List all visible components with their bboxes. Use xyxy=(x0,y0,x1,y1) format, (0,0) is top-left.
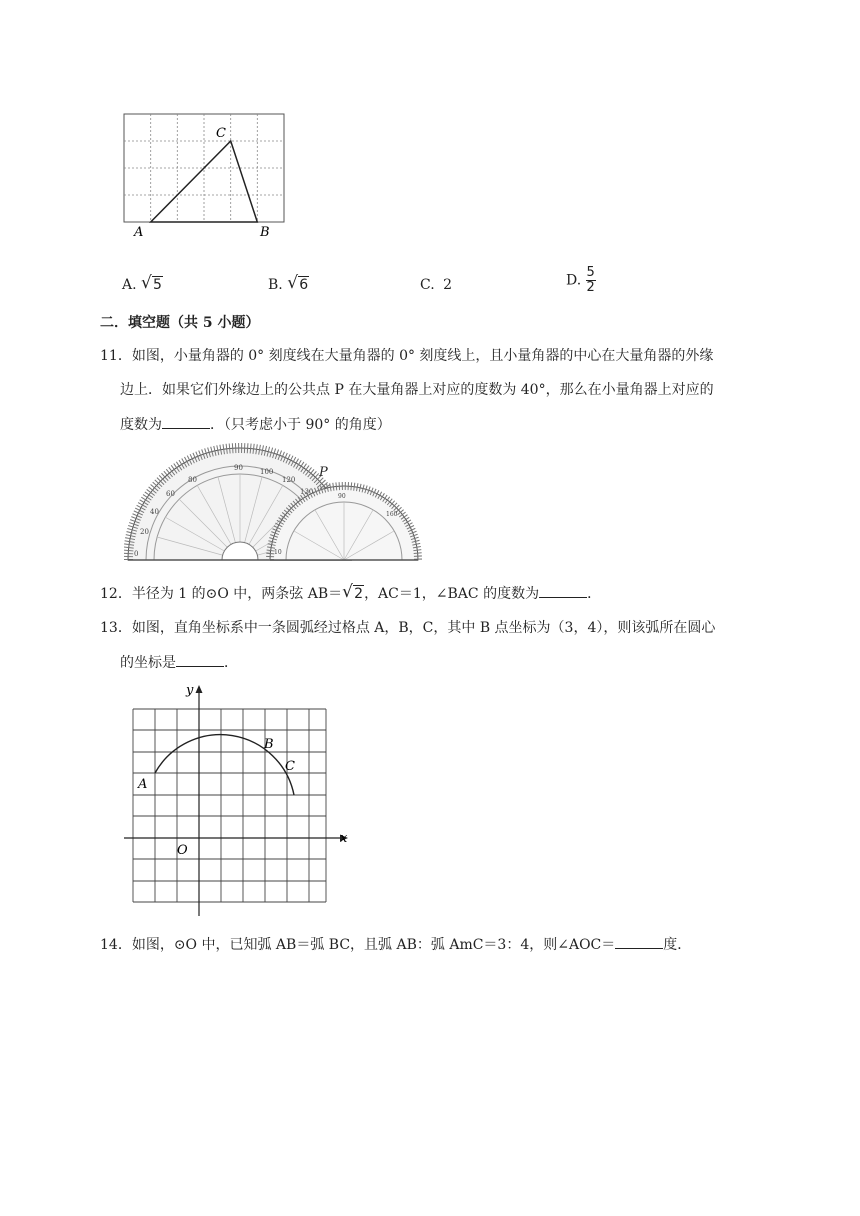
q12-radicand: 2 xyxy=(354,586,364,602)
svg-text:160: 160 xyxy=(386,511,398,518)
triangle-grid-figure xyxy=(118,110,288,245)
label-o: O xyxy=(177,843,188,858)
coordinate-grid-figure xyxy=(122,680,354,920)
svg-text:120: 120 xyxy=(282,476,296,484)
q14-answer-blank xyxy=(615,934,663,949)
option-b xyxy=(268,275,309,295)
q12-post: ，AC＝1，∠BAC 的度数为 xyxy=(364,586,540,602)
label-b-point: B xyxy=(264,737,274,752)
q12-answer-blank xyxy=(539,583,587,598)
q11-line3-post: ．（只考虑小于 90° 的角度） xyxy=(210,417,391,433)
triangle-abc xyxy=(151,141,258,222)
sqrt-5: √ 5 xyxy=(141,273,162,293)
q12-end: ． xyxy=(587,586,602,602)
q11-line3 xyxy=(120,414,391,435)
option-c-value: 2 xyxy=(443,277,453,293)
q11-line1: 11．如图，小量角器的 0° 刻度线在大量角器的 0° 刻度线上，且小量角器的中心在大量角器的外缘 xyxy=(100,348,714,364)
svg-text:0: 0 xyxy=(134,550,139,558)
section-heading: 二．填空题（共 5 小题） xyxy=(100,315,260,331)
option-a-radicand: 5 xyxy=(153,277,162,293)
option-d-letter: D. xyxy=(566,272,582,289)
q14-pre: 14．如图，⊙O 中，已知弧 AB＝弧 BC，且弧 AB：弧 AmC＝3：4，则∠AOC＝ xyxy=(100,937,616,953)
svg-text:90: 90 xyxy=(338,493,346,500)
q11-answer-blank xyxy=(162,414,210,429)
sqrt-2: √ 2 xyxy=(342,582,364,602)
q11-line3-pre: 度数为 xyxy=(120,417,162,433)
q12 xyxy=(100,583,601,604)
option-b-radicand: 6 xyxy=(299,277,309,293)
q11-line2: 边上．如果它们外缘边上的公共点 P 在大量角器上对应的度数为 40°，那么在小量角器上对应的 xyxy=(120,382,714,398)
label-x: x xyxy=(340,831,348,846)
label-a-point: A xyxy=(138,777,148,792)
svg-text:130: 130 xyxy=(300,488,314,496)
option-d-num: 5 xyxy=(586,265,595,280)
q14 xyxy=(100,934,691,955)
option-c-letter: C. xyxy=(420,277,435,293)
q13-line2 xyxy=(120,652,238,673)
label-p: P xyxy=(319,465,328,480)
q13-answer-blank xyxy=(176,652,224,667)
q13-line2-end: ． xyxy=(224,655,238,671)
sqrt-6: √ 6 xyxy=(287,273,309,293)
svg-text:80: 80 xyxy=(188,476,197,484)
svg-text:40: 40 xyxy=(150,508,159,516)
svg-text:60: 60 xyxy=(166,490,175,498)
option-d xyxy=(566,266,596,295)
protractor-figure xyxy=(124,442,424,572)
q14-post: 度． xyxy=(663,937,692,953)
option-c xyxy=(420,275,452,295)
svg-text:10: 10 xyxy=(274,549,282,556)
label-c-point: C xyxy=(285,759,295,774)
q13-line1: 13．如图，直角坐标系中一条圆弧经过格点 A，B，C，其中 B 点坐标为（3，4），则该弧所在圆心 xyxy=(100,620,716,636)
option-a-letter: A. xyxy=(122,277,137,293)
q12-pre: 12．半径为 1 的⊙O 中，两条弦 AB＝ xyxy=(100,586,343,602)
option-a xyxy=(122,275,163,295)
label-a: A xyxy=(134,225,144,240)
option-b-letter: B. xyxy=(268,277,283,293)
q13-line2-pre: 的坐标是 xyxy=(120,655,176,671)
svg-text:90: 90 xyxy=(234,464,243,472)
svg-text:20: 20 xyxy=(140,528,149,536)
label-b: B xyxy=(260,225,270,240)
label-y: y xyxy=(186,683,194,698)
label-c: C xyxy=(216,126,226,141)
fraction-5-2 xyxy=(586,266,596,295)
svg-text:100: 100 xyxy=(260,468,274,476)
option-d-den: 2 xyxy=(586,280,595,295)
